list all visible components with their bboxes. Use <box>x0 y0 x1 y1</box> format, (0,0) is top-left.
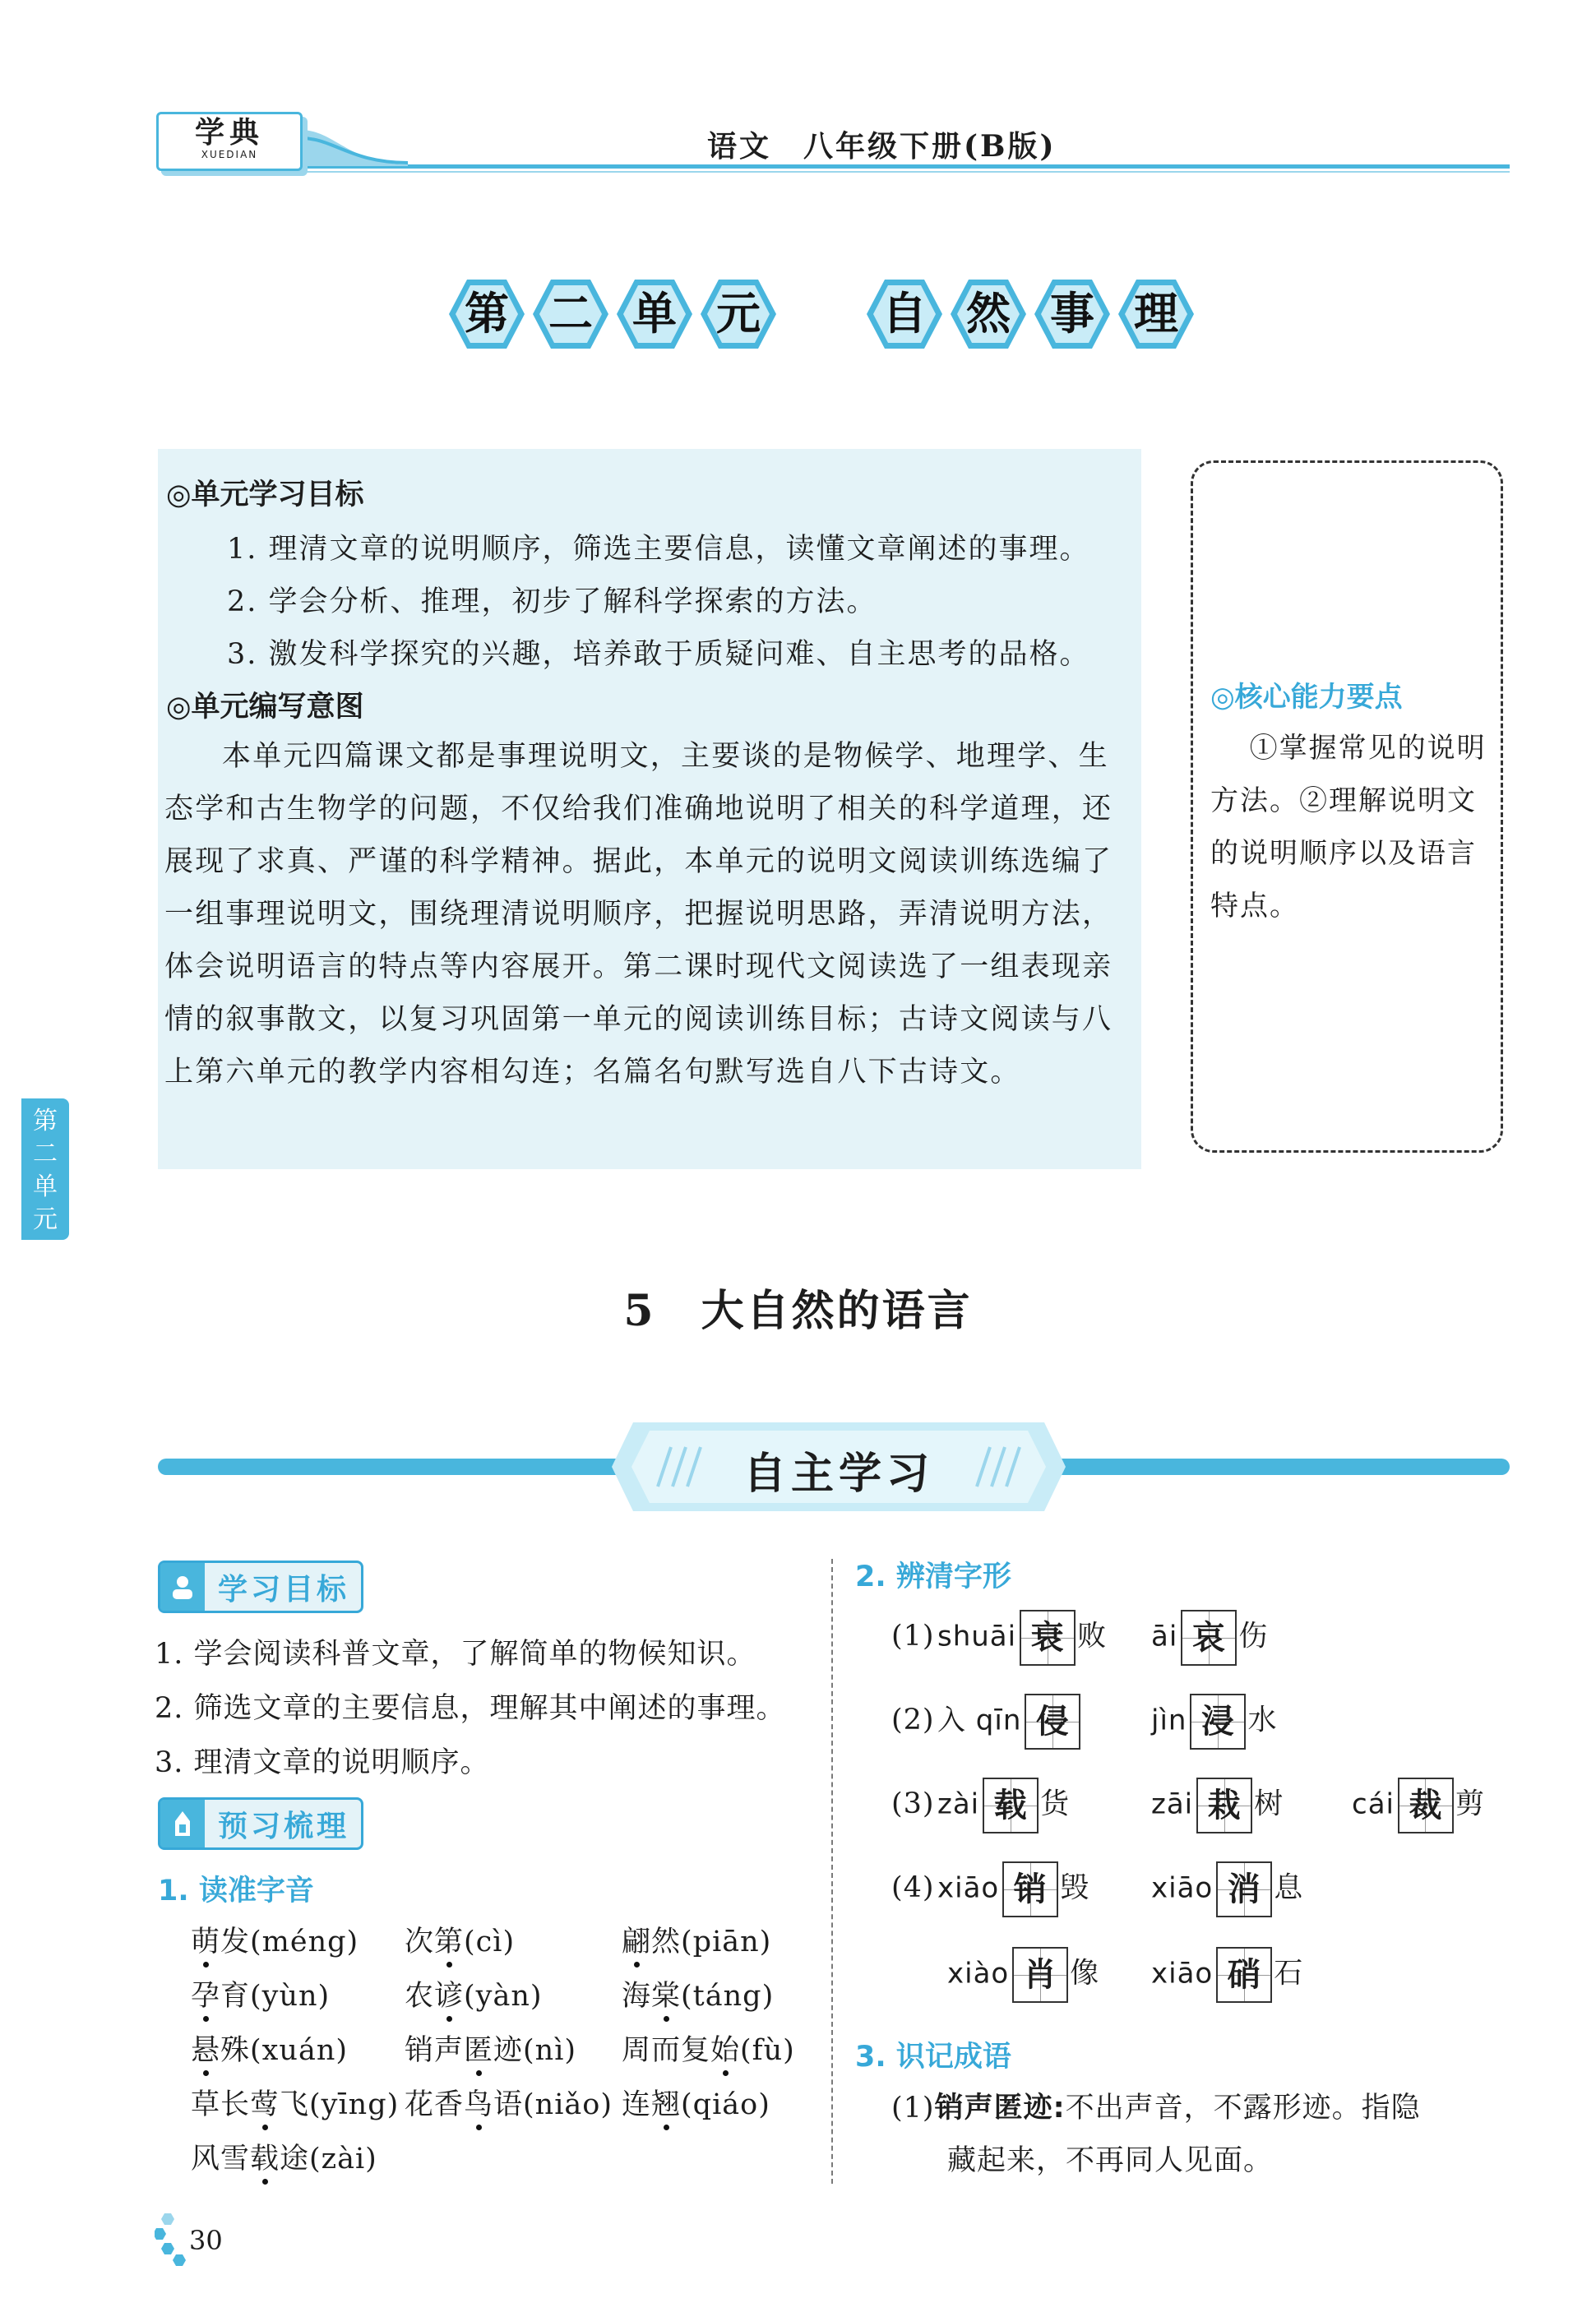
glyph-item <box>947 1947 1099 2003</box>
pronunciation-item <box>191 2028 348 2069</box>
glyph-suffix: 败 <box>1077 1620 1108 1653</box>
word-prefix: 销声 <box>405 2034 465 2067</box>
pronunciation-heading: 1. 读准字音 <box>158 1875 314 1907</box>
idiom-term: 销声匿迹: <box>934 2092 1066 2125</box>
column-divider <box>831 1559 835 2184</box>
glyph-box: 衰 <box>1020 1610 1076 1666</box>
glyph-item <box>937 1861 1089 1917</box>
logo-sub-text: XUEDIAN <box>201 149 258 160</box>
title-char: 然 <box>966 288 1011 340</box>
target-char: 棠 <box>651 1973 681 2014</box>
title-char: 自 <box>882 288 927 340</box>
lesson-title: 5 大自然的语言 <box>623 1286 973 1336</box>
glyph-pinyin: zài <box>937 1787 980 1821</box>
pronunciation-item <box>405 2028 576 2069</box>
title-char: 理 <box>1134 288 1178 340</box>
glyph-pinyin: jìn <box>1151 1704 1187 1737</box>
title-hexagon <box>531 278 610 350</box>
glyph-box: 销 <box>1002 1861 1058 1917</box>
pronunciation-item <box>622 1973 774 2014</box>
learning-goals-label: 学习目标 <box>218 1572 350 1607</box>
glyph-suffix: 剪 <box>1455 1787 1485 1821</box>
unit-edge-tab <box>21 1098 69 1240</box>
target-char: 第 <box>434 1919 464 1960</box>
title-char: 二 <box>548 288 593 340</box>
glyph-item <box>1151 1694 1277 1750</box>
title-char: 事 <box>1050 288 1094 340</box>
idiom-number: (1) <box>891 2092 935 2125</box>
glyph-suffix: 水 <box>1247 1704 1278 1737</box>
glyph-pinyin: xiào <box>947 1957 1010 1991</box>
pronunciation-item <box>622 2082 770 2123</box>
unit-intent-paragraph: 本单元四篇课文都是事理说明文，主要谈的是物候学、地理学、生态学和古生物学的问题，不仅给我们准确地说明了相关的科学道理，还展现了求真、严谨的科学精神。据此，本单元的说明文阅读训练选编了一组事理说明文，围绕理清说明顺序，把握说明思路，弄清说明方法，体会说明语言的特点等内容展开。第二课时现代文阅读选了一组表现亲情的叙事散文，以复习巩固第一单元的阅读训练目标；古诗文阅读与八上第六单元的教学内容相勾连；名篇名句默写选自八下古诗文。 <box>164 740 1113 1089</box>
pronunciation-item <box>191 2136 377 2177</box>
word-suffix-pinyin: (qiáo) <box>681 2088 770 2121</box>
glyph-item <box>1151 1610 1268 1666</box>
glyph-pinyin: āi <box>1151 1620 1178 1653</box>
target-char: 载 <box>250 2136 280 2177</box>
title-hexagon <box>1117 278 1196 350</box>
pronunciation-item <box>191 1973 330 2014</box>
target-char: 谚 <box>434 1973 464 2014</box>
glyph-item <box>1352 1778 1485 1833</box>
word-suffix-pinyin: 飞(yīng) <box>280 2088 400 2121</box>
target-char: 孕 <box>191 1973 220 2014</box>
glyph-box: 哀 <box>1181 1610 1237 1666</box>
glyph-item <box>1151 1947 1303 2003</box>
objective-item: 2. 筛选文章的主要信息，理解其中阐述的事理。 <box>155 1692 786 1725</box>
pronunciation-item <box>405 1973 543 2014</box>
target-char: 莺 <box>250 2082 280 2123</box>
pronunciation-item <box>622 1919 771 1960</box>
title-hexagon <box>615 278 694 350</box>
glyph-suffix: 货 <box>1040 1787 1071 1821</box>
word-suffix-pinyin: 育(yùn) <box>220 1980 331 2013</box>
word-suffix-pinyin: (táng) <box>681 1980 775 2013</box>
pencil-icon <box>160 1800 205 1847</box>
pronunciation-item <box>622 2028 795 2069</box>
glyph-heading: 2. 辨清字形 <box>855 1561 1011 1593</box>
publisher-logo <box>156 112 303 171</box>
self-study-banner: 自主学习 <box>742 1450 934 1499</box>
target-char: 匿 <box>464 2028 493 2069</box>
word-suffix-pinyin: 途(zài) <box>280 2143 377 2176</box>
glyph-pinyin: xiāo <box>1151 1957 1214 1991</box>
objective-item: 1. 学会阅读科普文章，了解简单的物候知识。 <box>155 1638 756 1671</box>
target-char: 萌 <box>191 1919 220 1960</box>
glyph-box: 肖 <box>1012 1947 1068 2003</box>
glyph-item <box>1151 1861 1303 1917</box>
unit-goal-item: 2. 学会分析、推理，初步了解科学探索的方法。 <box>227 585 877 618</box>
idiom-definition: 不出声音，不露形迹。指隐 <box>1065 2092 1421 2125</box>
word-suffix-pinyin: 殊(xuán) <box>220 2034 349 2067</box>
glyph-item <box>1151 1778 1284 1833</box>
word-suffix-pinyin: 语(niǎo) <box>493 2088 613 2121</box>
preview-label: 预习梳理 <box>218 1809 350 1843</box>
glyph-box: 侵 <box>1025 1694 1080 1750</box>
glyph-box: 硝 <box>1216 1947 1272 2003</box>
title-char: 单 <box>632 288 677 340</box>
word-prefix: 周而复 <box>622 2034 711 2067</box>
unit-goals-heading: ◎单元学习目标 <box>166 479 364 511</box>
word-prefix: 风雪 <box>191 2143 251 2176</box>
unit-goal-item: 3. 激发科学探究的兴趣，培养敢于质疑问难、自主思考的品格。 <box>227 638 1090 671</box>
word-prefix: 花香 <box>405 2088 465 2121</box>
word-prefix: 农 <box>405 1980 435 2013</box>
glyph-box: 栽 <box>1196 1778 1252 1833</box>
pronunciation-item <box>191 1919 359 1960</box>
glyph-pinyin: zāi <box>1151 1787 1194 1821</box>
unit-intent-heading: ◎单元编写意图 <box>166 691 364 724</box>
glyph-box: 载 <box>983 1778 1039 1833</box>
word-prefix: 连 <box>622 2088 652 2121</box>
unit-goal-item: 1. 理清文章的说明顺序，筛选主要信息，读懂文章阐述的事理。 <box>227 533 1090 566</box>
target-char: 翘 <box>651 2082 681 2123</box>
learning-goals-badge <box>158 1561 363 1613</box>
word-suffix-pinyin: (yàn) <box>464 1980 543 2013</box>
objective-item: 3. 理清文章的说明顺序。 <box>155 1746 490 1779</box>
glyph-suffix: 树 <box>1254 1787 1284 1821</box>
word-suffix-pinyin: (fù) <box>740 2034 795 2067</box>
title-char: 元 <box>716 288 761 340</box>
person-icon <box>160 1563 205 1611</box>
glyph-suffix: 石 <box>1274 1957 1304 1991</box>
preview-badge <box>158 1797 363 1850</box>
glyph-suffix: 毁 <box>1060 1871 1090 1905</box>
title-hexagon <box>447 278 526 350</box>
glyph-pinyin: cái <box>1352 1787 1395 1821</box>
target-char: 悬 <box>191 2028 220 2069</box>
pronunciation-item <box>405 1919 515 1960</box>
title-hexagon <box>949 278 1028 350</box>
idiom-heading: 3. 识记成语 <box>855 2041 1011 2074</box>
page-number: 30 <box>189 2225 223 2256</box>
glyph-item <box>937 1778 1070 1833</box>
glyph-suffix: 伤 <box>1238 1620 1269 1653</box>
unit-theme-title <box>865 278 1196 350</box>
word-suffix-pinyin: 然(piān) <box>651 1926 772 1958</box>
glyph-suffix: 像 <box>1070 1957 1100 1991</box>
word-prefix: 海 <box>622 1980 652 2013</box>
glyph-pinyin: xiāo <box>937 1871 1000 1905</box>
target-char: 鸟 <box>464 2082 493 2123</box>
glyph-box: 浸 <box>1190 1694 1246 1750</box>
pronunciation-item <box>191 2082 399 2123</box>
word-suffix-pinyin: 发(méng) <box>220 1926 359 1958</box>
title-hexagon <box>865 278 944 350</box>
word-suffix-pinyin: (cì) <box>464 1926 516 1958</box>
glyph-item <box>937 1610 1107 1666</box>
glyph-row-number: (2) <box>891 1704 935 1736</box>
header-rule-thin <box>161 171 1510 173</box>
core-skills-heading: ◎核心能力要点 <box>1210 681 1403 714</box>
title-char: 第 <box>465 288 509 340</box>
header-wave-decoration <box>301 123 408 166</box>
glyph-pinyin: xiāo <box>1151 1871 1214 1905</box>
glyph-box: 裁 <box>1398 1778 1454 1833</box>
title-hexagon <box>699 278 778 350</box>
glyph-row-number: (3) <box>891 1787 935 1820</box>
idiom-entry <box>891 2085 1421 2126</box>
core-skills-text: ①掌握常见的说明方法。②理解说明文的说明顺序以及语言特点。 <box>1210 732 1487 922</box>
word-prefix: 次 <box>405 1926 435 1958</box>
unit-number-title <box>447 278 778 350</box>
glyph-box: 消 <box>1216 1861 1272 1917</box>
glyph-suffix: 息 <box>1274 1871 1304 1905</box>
glyph-item <box>937 1694 1082 1750</box>
glyph-pinyin: 入 qīn <box>937 1704 1022 1737</box>
glyph-row-number: (4) <box>891 1871 935 1904</box>
word-prefix: 草长 <box>191 2088 251 2121</box>
target-char: 翩 <box>622 1919 651 1960</box>
target-char: 始 <box>710 2028 740 2069</box>
book-title: 语文 八年级下册(B版) <box>707 129 1057 164</box>
word-suffix-pinyin: 迹(nì) <box>493 2034 577 2067</box>
glyph-pinyin: shuāi <box>937 1620 1017 1653</box>
pronunciation-item <box>405 2082 613 2123</box>
glyph-row-number: (1) <box>891 1620 935 1653</box>
title-hexagon <box>1033 278 1112 350</box>
idiom-definition-cont: 藏起来，不再同人见面。 <box>947 2144 1274 2177</box>
unit-edge-tab-label: 第二单元 <box>33 1107 58 1234</box>
logo-main-text: 学典 <box>194 115 264 150</box>
